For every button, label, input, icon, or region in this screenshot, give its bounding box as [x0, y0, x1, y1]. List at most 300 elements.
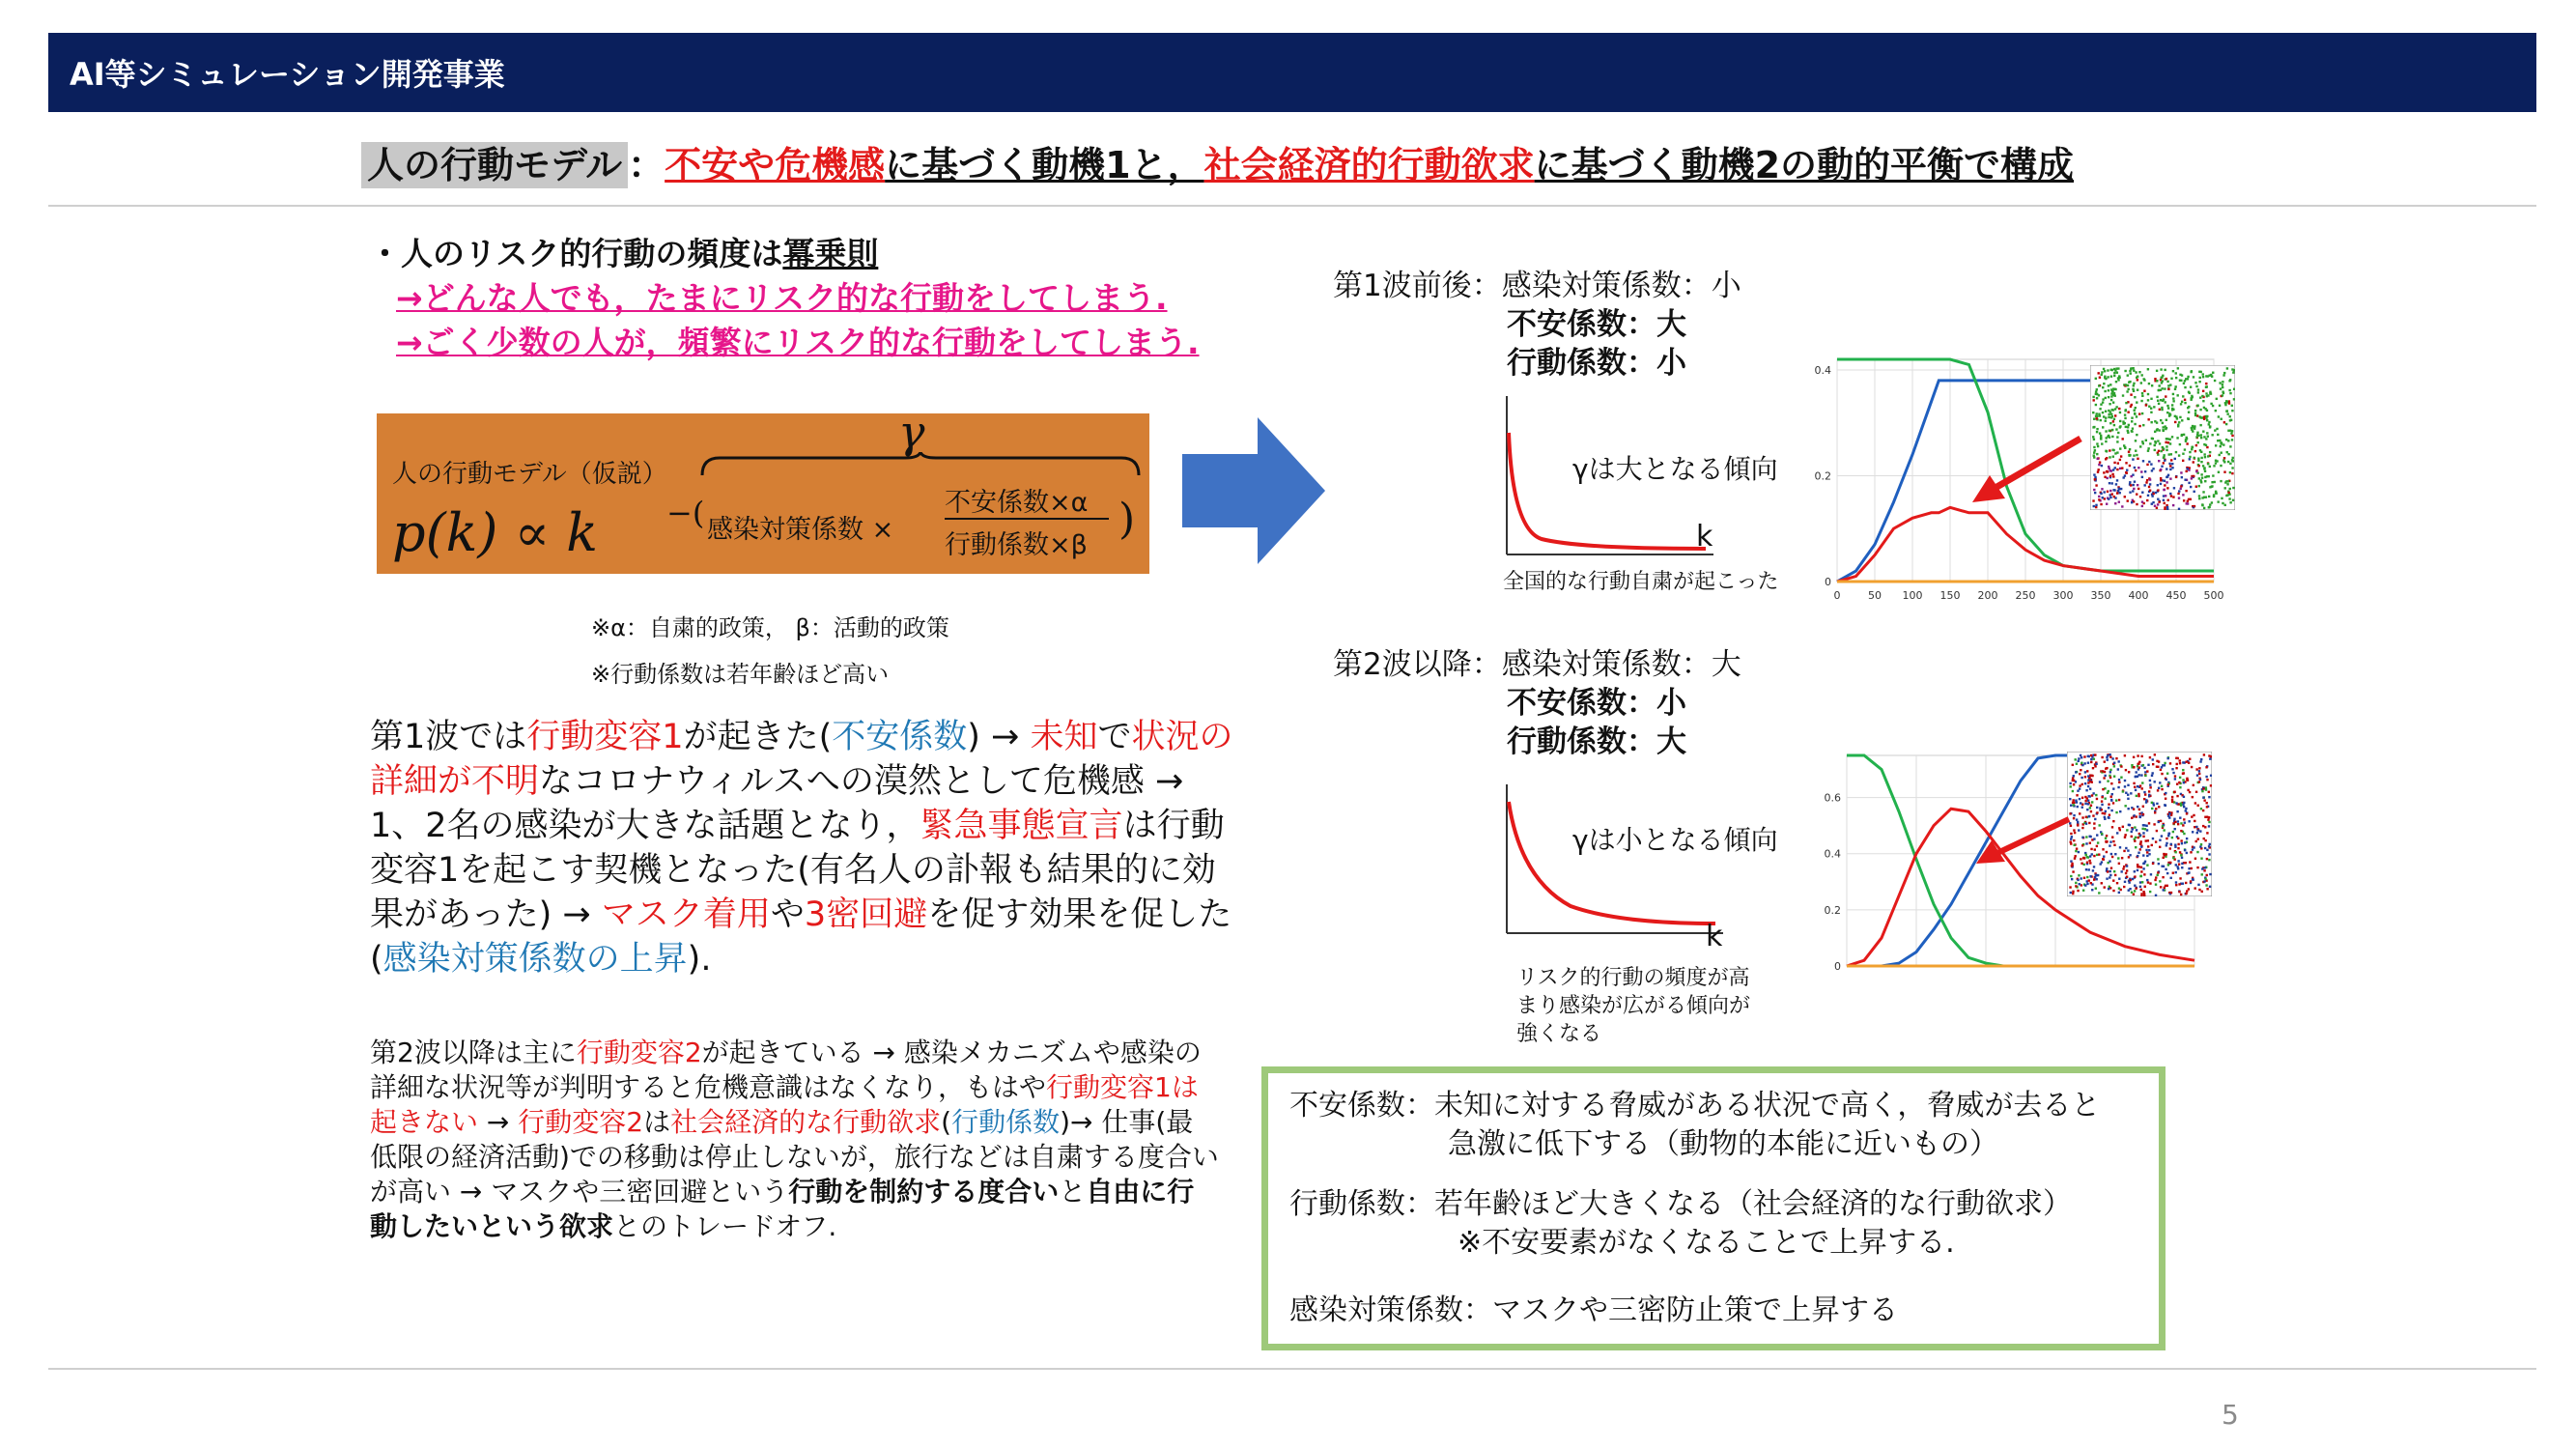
sim-agent-dot	[2174, 851, 2176, 853]
sim-agent-dot	[2182, 882, 2184, 884]
sim-agent-dot	[2208, 496, 2210, 497]
sim-agent-dot	[2160, 399, 2162, 401]
sim-agent-dot	[2095, 504, 2097, 506]
sim-agent-dot	[2094, 449, 2096, 451]
sim-agent-dot	[2188, 867, 2190, 869]
sim-agent-dot	[2091, 781, 2093, 783]
sim-agent-dot	[2224, 487, 2226, 489]
sim-agent-dot	[2102, 426, 2104, 428]
sim-agent-dot	[2160, 389, 2162, 391]
sim-agent-dot	[2157, 498, 2159, 500]
sim-agent-dot	[2139, 886, 2141, 888]
sim-agent-dot	[2144, 886, 2146, 888]
sim-agent-dot	[2202, 491, 2204, 493]
sim-agent-dot	[2220, 465, 2222, 467]
sim-agent-dot	[2198, 770, 2200, 772]
sim-agent-dot	[2194, 450, 2196, 452]
sim-agent-dot	[2148, 849, 2150, 851]
sim-agent-dot	[2134, 396, 2136, 398]
sim-agent-dot	[2188, 871, 2190, 873]
sim-agent-dot	[2112, 802, 2114, 804]
sim-agent-dot	[2122, 394, 2124, 396]
sim-agent-dot	[2132, 458, 2134, 460]
sim-agent-dot	[2165, 805, 2166, 807]
sim-agent-dot	[2223, 457, 2225, 459]
sim-agent-dot	[2093, 456, 2095, 458]
sim-agent-dot	[2137, 488, 2139, 490]
sim-agent-dot	[2098, 498, 2100, 500]
sim-agent-dot	[2166, 468, 2167, 469]
sim-agent-dot	[2122, 826, 2124, 828]
sim-agent-dot	[2093, 838, 2095, 839]
sim-agent-dot	[2151, 844, 2153, 846]
sim-agent-dot	[2215, 444, 2217, 446]
sim-agent-dot	[2101, 465, 2103, 467]
sim-agent-dot	[2080, 877, 2081, 879]
sim-agent-dot	[2179, 777, 2181, 779]
formula-lhs: p(k) ∝ k	[392, 502, 599, 563]
sim-agent-dot	[2188, 412, 2190, 413]
sim-agent-dot	[2079, 773, 2081, 775]
sim-agent-dot	[2075, 771, 2077, 773]
sim-agent-dot	[2179, 416, 2181, 418]
sim-agent-dot	[2171, 404, 2173, 406]
sim-agent-dot	[2106, 767, 2108, 769]
sim-agent-dot	[2157, 871, 2159, 873]
sim-agent-dot	[2211, 485, 2213, 487]
sim-agent-dot	[2116, 451, 2118, 453]
sim-agent-dot	[2134, 826, 2136, 828]
paragraph-wave1	[370, 715, 1239, 981]
sim-agent-dot	[2208, 754, 2210, 756]
top-divider	[48, 205, 2536, 207]
p2-blue: 行動係数	[951, 1106, 1061, 1138]
sim-agent-dot	[2113, 776, 2115, 778]
sim-agent-dot	[2186, 442, 2188, 444]
sim-agent-dot	[2099, 461, 2101, 463]
sim-agent-dot	[2112, 879, 2114, 881]
sim-agent-dot	[2167, 815, 2169, 817]
sim-agent-dot	[2219, 440, 2221, 441]
sim-agent-dot	[2183, 781, 2185, 783]
sim-agent-dot	[2090, 758, 2092, 760]
sim-agent-dot	[2119, 829, 2121, 831]
sim-agent-dot	[2206, 806, 2208, 808]
wave2-line1: 第2波以降：感染対策係数：大	[1333, 647, 1741, 682]
sim-agent-dot	[2205, 802, 2207, 804]
sim-agent-dot	[2208, 796, 2210, 798]
sim-agent-dot	[2197, 884, 2199, 886]
sim-agent-dot	[2151, 808, 2153, 810]
sim-agent-dot	[2134, 870, 2136, 872]
sim-agent-dot	[2150, 421, 2152, 423]
sim-agent-dot	[2154, 879, 2156, 881]
sim-agent-dot	[2104, 775, 2106, 777]
sim-agent-dot	[2101, 488, 2103, 490]
sim-agent-dot	[2093, 399, 2095, 401]
sim-agent-dot	[2195, 385, 2197, 387]
sim-agent-dot	[2117, 367, 2119, 369]
sim-agent-dot	[2132, 484, 2134, 486]
sim-agent-dot	[2157, 400, 2159, 402]
sim-agent-dot	[2208, 845, 2210, 847]
sim-agent-dot	[2195, 840, 2197, 842]
sim-agent-dot	[2137, 852, 2139, 854]
sim-agent-dot	[2191, 766, 2193, 768]
sim-agent-dot	[2181, 419, 2183, 421]
p1-red: 行動変容1	[526, 718, 684, 756]
sim-agent-dot	[2207, 818, 2209, 820]
sim-agent-dot	[2111, 493, 2113, 495]
sim-agent-dot	[2104, 497, 2106, 499]
sim-agent-dot	[2181, 435, 2183, 437]
sim-agent-dot	[2129, 454, 2131, 456]
sim-agent-dot	[2155, 883, 2157, 885]
sim-agent-dot	[2105, 838, 2107, 839]
sim-agent-dot	[2124, 474, 2126, 476]
sim-agent-dot	[2093, 822, 2095, 824]
sim-agent-dot	[2139, 881, 2141, 883]
wave1-caption: 全国的な行動自粛が起こった	[1503, 570, 1779, 594]
sim-agent-dot	[2140, 382, 2142, 384]
sim-agent-dot	[2166, 885, 2168, 887]
sim-agent-dot	[2106, 840, 2108, 842]
sim-agent-dot	[2189, 392, 2191, 394]
sim-agent-dot	[2222, 384, 2223, 385]
sim-agent-dot	[2193, 814, 2194, 816]
sim-agent-dot	[2188, 820, 2190, 822]
sim-agent-dot	[2099, 824, 2101, 826]
sim-agent-dot	[2206, 395, 2208, 397]
sim-agent-dot	[2090, 882, 2092, 884]
sim-agent-dot	[2124, 410, 2126, 412]
sim-agent-dot	[2137, 379, 2138, 381]
sim-agent-dot	[2176, 394, 2178, 396]
sim-agent-dot	[2126, 390, 2128, 392]
sim-agent-dot	[2079, 883, 2081, 885]
sim-agent-dot	[2227, 440, 2229, 441]
sim-agent-dot	[2093, 451, 2095, 453]
sim-agent-dot	[2077, 879, 2079, 881]
sim-agent-dot	[2080, 858, 2081, 860]
sim-agent-dot	[2103, 777, 2105, 779]
headline-red1: 不安や危機感	[665, 144, 886, 186]
sim-agent-dot	[2180, 471, 2182, 473]
sim-agent-dot	[2201, 873, 2203, 875]
sim-agent-dot	[2197, 391, 2199, 393]
sim-agent-dot	[2131, 420, 2133, 422]
sim-agent-dot	[2093, 758, 2095, 760]
sim-agent-dot	[2177, 847, 2179, 849]
sim-agent-dot	[2113, 368, 2115, 370]
sim-agent-dot	[2147, 839, 2149, 841]
sim-agent-dot	[2195, 768, 2197, 770]
sim-agent-dot	[2198, 485, 2200, 487]
sim-agent-dot	[2072, 893, 2074, 895]
sim-agent-dot	[2096, 458, 2098, 460]
sim-agent-dot	[2099, 414, 2101, 416]
sim-agent-dot	[2229, 392, 2231, 394]
sim-agent-dot	[2221, 418, 2222, 420]
sim-agent-dot	[2110, 369, 2112, 371]
sim-agent-dot	[2102, 386, 2104, 388]
sim-agent-dot	[2194, 858, 2196, 860]
sim-agent-dot	[2117, 462, 2119, 464]
sim-agent-dot	[2078, 851, 2080, 853]
sim-agent-dot	[2168, 439, 2170, 440]
sim-agent-dot	[2230, 432, 2232, 434]
sim-agent-dot	[2169, 762, 2171, 764]
sim-agent-dot	[2187, 378, 2189, 380]
sim-agent-dot	[2204, 847, 2206, 849]
sim-agent-dot	[2149, 756, 2151, 758]
sim-agent-dot	[2135, 440, 2137, 441]
sim-agent-dot	[2115, 799, 2117, 801]
sim-agent-dot	[2200, 451, 2202, 453]
sim-agent-dot	[2137, 467, 2139, 469]
sim-agent-dot	[2163, 447, 2165, 449]
sim-agent-dot	[2171, 799, 2173, 801]
sim-agent-dot	[2107, 376, 2109, 378]
sim-agent-dot	[2181, 863, 2183, 865]
page-number: 5	[2222, 1399, 2239, 1431]
sim-agent-dot	[2197, 460, 2199, 462]
sim-agent-dot	[2168, 463, 2170, 465]
sim-agent-dot	[2082, 890, 2084, 892]
sim-agent-dot	[2159, 409, 2161, 411]
sim-agent-dot	[2111, 856, 2113, 858]
sim-agent-dot	[2139, 834, 2141, 836]
sim-agent-dot	[2138, 412, 2140, 414]
sim-agent-dot	[2073, 804, 2075, 806]
sim-agent-dot	[2128, 771, 2130, 773]
header-banner	[48, 33, 2536, 112]
sim-agent-dot	[2167, 833, 2169, 835]
p2-text: →	[478, 1106, 519, 1138]
sim-agent-dot	[2133, 808, 2135, 810]
sim-agent-dot	[2099, 432, 2101, 434]
sim-agent-dot	[2089, 855, 2091, 857]
sim-agent-dot	[2161, 409, 2163, 411]
sim-agent-dot	[2171, 408, 2173, 410]
sim-agent-dot	[2111, 757, 2113, 759]
sim-agent-dot	[2076, 801, 2078, 803]
sim-agent-dot	[2105, 430, 2107, 432]
sim-agent-dot	[2116, 492, 2118, 494]
sim-agent-dot	[2112, 475, 2114, 477]
sim-agent-dot	[2149, 478, 2151, 480]
sim-agent-dot	[2112, 890, 2114, 892]
sim-agent-dot	[2165, 441, 2166, 443]
sim-agent-dot	[2207, 436, 2209, 438]
sim-agent-dot	[2103, 491, 2105, 493]
sim-agent-dot	[2158, 403, 2160, 405]
sim-agent-dot	[2190, 386, 2192, 388]
sim-agent-dot	[2112, 469, 2114, 470]
sim-agent-dot	[2137, 837, 2139, 838]
sim-agent-dot	[2135, 469, 2137, 471]
sim-agent-dot	[2180, 805, 2182, 807]
sim-agent-dot	[2166, 438, 2167, 440]
sim-agent-dot	[2097, 469, 2099, 470]
sim-agent-dot	[2179, 816, 2181, 818]
sim-agent-dot	[2205, 766, 2207, 768]
sim-agent-dot	[2183, 833, 2185, 835]
sim-agent-dot	[2155, 840, 2157, 842]
sim-agent-dot	[2098, 384, 2100, 386]
chart-y-tick-label: 0.4	[1824, 847, 1841, 861]
sim-agent-dot	[2175, 871, 2177, 873]
sim-agent-dot	[2178, 490, 2180, 492]
sim-agent-dot	[2134, 467, 2136, 469]
sim-agent-dot	[2110, 413, 2112, 415]
sim-agent-dot	[2199, 424, 2201, 426]
sim-agent-dot	[2206, 385, 2208, 387]
sim-agent-dot	[2211, 481, 2213, 483]
sim-agent-dot	[2146, 879, 2148, 881]
sim-agent-dot	[2105, 397, 2107, 399]
sim-agent-dot	[2177, 823, 2179, 825]
sim-agent-dot	[2096, 431, 2098, 433]
sim-agent-dot	[2101, 861, 2103, 863]
formula-exp-sign: −(	[666, 495, 705, 531]
sim-agent-dot	[2167, 835, 2169, 837]
sim-agent-dot	[2145, 440, 2147, 441]
sim-agent-dot	[2140, 875, 2142, 877]
sim-agent-dot	[2229, 445, 2231, 447]
sim-agent-dot	[2118, 779, 2120, 781]
sim-agent-dot	[2206, 410, 2208, 412]
sim-agent-dot	[2108, 389, 2109, 391]
sim-agent-dot	[2158, 787, 2160, 789]
sim-agent-dot	[2127, 798, 2129, 800]
sim-agent-dot	[2190, 371, 2192, 373]
sim-agent-dot	[2181, 842, 2183, 844]
sim-agent-dot	[2209, 426, 2211, 428]
sim-agent-dot	[2180, 403, 2182, 405]
sim-agent-dot	[2200, 481, 2202, 483]
sim-agent-dot	[2125, 426, 2127, 428]
sim-agent-dot	[2189, 758, 2191, 760]
sim-agent-dot	[2188, 762, 2190, 764]
sim-agent-dot	[2104, 812, 2106, 814]
sim-agent-dot	[2073, 775, 2075, 777]
sim-agent-dot	[2158, 806, 2160, 808]
sim-agent-dot	[2142, 863, 2144, 865]
sim-agent-dot	[2184, 822, 2186, 824]
sim-agent-dot	[2210, 784, 2212, 786]
sim-agent-dot	[2118, 377, 2120, 379]
sim-agent-dot	[2232, 499, 2234, 501]
sim-agent-dot	[2135, 771, 2137, 773]
sim-agent-dot	[2102, 812, 2104, 814]
sim-agent-dot	[2085, 854, 2087, 856]
formula-box	[377, 406, 1149, 574]
sim-agent-dot	[2199, 396, 2201, 398]
sim-agent-dot	[2092, 499, 2094, 501]
sim-agent-dot	[2094, 492, 2096, 494]
sim-agent-dot	[2148, 822, 2150, 824]
formula-denominator: 行動係数×β	[945, 530, 1088, 560]
sim-agent-dot	[2203, 507, 2205, 509]
sim-agent-dot	[2178, 863, 2180, 865]
sim-agent-dot	[2111, 826, 2113, 828]
wave1-line3: 行動係数：小	[1507, 346, 1686, 381]
sim-agent-dot	[2097, 874, 2099, 876]
sim-agent-dot	[2140, 755, 2142, 757]
sim-agent-dot	[2108, 807, 2109, 809]
sim-agent-dot	[2228, 380, 2230, 382]
sim-agent-dot	[2191, 867, 2193, 869]
sim-agent-dot	[2107, 470, 2109, 472]
sim-agent-dot	[2141, 476, 2143, 478]
sim-agent-dot	[2108, 816, 2109, 818]
sim-agent-dot	[2115, 757, 2117, 759]
sim-agent-dot	[2148, 853, 2150, 855]
sim-agent-dot	[2192, 831, 2194, 833]
sim-agent-dot	[2198, 781, 2200, 782]
sim-agent-dot	[2093, 855, 2095, 857]
p1-blue: 不安係数	[832, 718, 968, 756]
sim-agent-dot	[2147, 881, 2149, 883]
sim-agent-dot	[2119, 846, 2121, 848]
note-age: ※行動係数は若年齢ほど高い	[591, 661, 890, 688]
sim-agent-dot	[2130, 406, 2132, 408]
sim-agent-dot	[2164, 762, 2166, 764]
sim-agent-dot	[2205, 786, 2207, 788]
sim-agent-dot	[2186, 812, 2188, 814]
sim-agent-dot	[2139, 840, 2141, 842]
sim-agent-dot	[2204, 826, 2206, 828]
sim-agent-dot	[2206, 432, 2208, 434]
sim-agent-dot	[2228, 415, 2230, 417]
sim-agent-dot	[2184, 402, 2186, 404]
sim-agent-dot	[2096, 388, 2098, 390]
sim-agent-dot	[2151, 502, 2153, 504]
sim-agent-dot	[2078, 757, 2080, 759]
sim-agent-dot	[2094, 848, 2096, 850]
sim-agent-dot	[2110, 782, 2112, 784]
sim-agent-dot	[2090, 775, 2092, 777]
sim-agent-dot	[2204, 456, 2206, 458]
wave2-caption-l1: リスク的行動の頻度が高	[1516, 966, 1750, 990]
sim-agent-dot	[2120, 765, 2122, 767]
sim-agent-dot	[2119, 810, 2121, 812]
sim-agent-dot	[2206, 888, 2208, 890]
sim-agent-dot	[2205, 375, 2207, 377]
sim-agent-dot	[2202, 373, 2204, 375]
sim-agent-dot	[2114, 874, 2116, 876]
p1-text: が起きた(	[683, 718, 833, 756]
sim-agent-dot	[2141, 828, 2143, 830]
headline-mid1: に基づく動機1と，	[885, 144, 1204, 186]
sim-agent-dot	[2137, 754, 2138, 756]
sim-agent-dot	[2081, 764, 2083, 766]
sim-agent-dot	[2161, 785, 2163, 787]
sim-agent-dot	[2099, 408, 2101, 410]
page-headline	[361, 135, 2074, 188]
sim-agent-dot	[2147, 393, 2149, 395]
sim-agent-dot	[2172, 772, 2174, 774]
sim-agent-dot	[2231, 410, 2233, 412]
sim-agent-dot	[2125, 462, 2127, 464]
sim-agent-dot	[2086, 883, 2088, 885]
sim-agent-dot	[2188, 418, 2190, 420]
sim-agent-dot	[2142, 764, 2144, 766]
chart-x-tick-label: 300	[2052, 589, 2074, 602]
sim-agent-dot	[2162, 825, 2164, 827]
sim-agent-dot	[2118, 799, 2120, 801]
